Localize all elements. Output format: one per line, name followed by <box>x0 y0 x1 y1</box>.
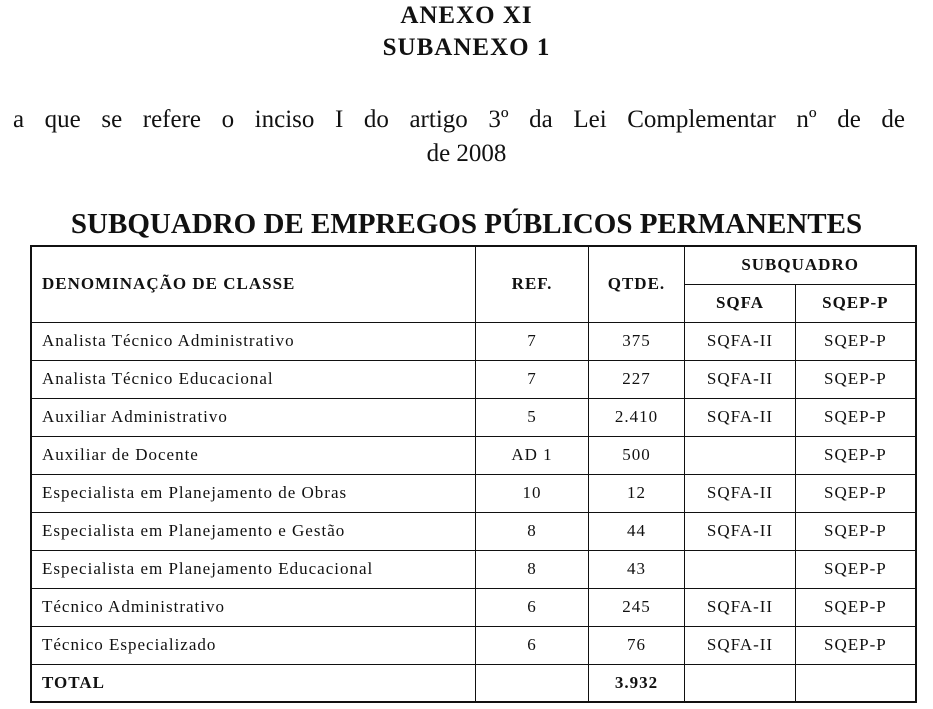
cell-qty: 43 <box>588 550 685 588</box>
total-ref-empty <box>476 664 588 702</box>
cell-class-name: Auxiliar Administrativo <box>31 398 476 436</box>
cell-class-name: Técnico Administrativo <box>31 588 476 626</box>
total-label: TOTAL <box>31 664 476 702</box>
header-subquadro: SUBQUADRO <box>685 246 916 284</box>
table-row <box>31 360 916 398</box>
header-qty: QTDE. <box>588 246 685 322</box>
table-subtitle: SUBQUADRO DE EMPREGOS PÚBLICOS PERMANENTES <box>70 208 863 240</box>
subannex-title: SUBANEXO 1 <box>382 34 551 61</box>
cell-class-name: Auxiliar de Docente <box>31 436 476 474</box>
cell-ref: 7 <box>476 322 588 360</box>
total-row <box>31 664 916 702</box>
header-sqfa: SQFA <box>685 284 795 322</box>
cell-ref: AD 1 <box>476 436 588 474</box>
table-row <box>31 512 916 550</box>
header-ref: REF. <box>476 246 588 322</box>
header-sqep: SQEP-P <box>795 284 916 322</box>
cell-qty: 76 <box>588 626 685 664</box>
cell-sqfa <box>685 436 795 474</box>
cell-sqfa: SQFA-II <box>685 588 795 626</box>
cell-ref: 6 <box>476 588 588 626</box>
total-sqep-empty <box>795 664 916 702</box>
cell-ref: 6 <box>476 626 588 664</box>
cell-qty: 245 <box>588 588 685 626</box>
cell-sqfa: SQFA-II <box>685 474 795 512</box>
cell-class-name: Especialista em Planejamento e Gestão <box>31 512 476 550</box>
cell-sqfa: SQFA-II <box>685 322 795 360</box>
cell-qty: 227 <box>588 360 685 398</box>
total-sqfa-empty <box>685 664 795 702</box>
cell-sqfa: SQFA-II <box>685 626 795 664</box>
reference-line: a que se refere o inciso I do artigo 3º da Lei Complementar nº de de <box>13 106 905 133</box>
cell-qty: 500 <box>588 436 685 474</box>
cell-qty: 375 <box>588 322 685 360</box>
annex-title: ANEXO XI <box>400 2 533 29</box>
cell-sqep: SQEP-P <box>795 626 916 664</box>
cell-sqep: SQEP-P <box>795 398 916 436</box>
cell-sqfa <box>685 550 795 588</box>
positions-table <box>30 245 917 703</box>
cell-sqep: SQEP-P <box>795 322 916 360</box>
cell-sqfa: SQFA-II <box>685 360 795 398</box>
cell-sqep: SQEP-P <box>795 512 916 550</box>
table-row <box>31 474 916 512</box>
cell-qty: 2.410 <box>588 398 685 436</box>
cell-class-name: Analista Técnico Educacional <box>31 360 476 398</box>
cell-class-name: Especialista em Planejamento de Obras <box>31 474 476 512</box>
table-row <box>31 588 916 626</box>
table-row <box>31 436 916 474</box>
cell-sqep: SQEP-P <box>795 588 916 626</box>
cell-ref: 10 <box>476 474 588 512</box>
cell-class-name: Especialista em Planejamento Educacional <box>31 550 476 588</box>
table-row <box>31 322 916 360</box>
total-qty: 3.932 <box>588 664 685 702</box>
cell-class-name: Analista Técnico Administrativo <box>31 322 476 360</box>
cell-ref: 7 <box>476 360 588 398</box>
cell-ref: 8 <box>476 550 588 588</box>
cell-sqep: SQEP-P <box>795 436 916 474</box>
cell-qty: 44 <box>588 512 685 550</box>
reference-line-continued: de 2008 <box>426 140 507 167</box>
cell-ref: 5 <box>476 398 588 436</box>
cell-sqep: SQEP-P <box>795 360 916 398</box>
table-row <box>31 626 916 664</box>
cell-qty: 12 <box>588 474 685 512</box>
header-class-name: DENOMINAÇÃO DE CLASSE <box>31 246 476 322</box>
table-row <box>31 550 916 588</box>
cell-sqfa: SQFA-II <box>685 512 795 550</box>
cell-sqep: SQEP-P <box>795 474 916 512</box>
table-row <box>31 398 916 436</box>
cell-class-name: Técnico Especializado <box>31 626 476 664</box>
cell-sqfa: SQFA-II <box>685 398 795 436</box>
cell-sqep: SQEP-P <box>795 550 916 588</box>
cell-ref: 8 <box>476 512 588 550</box>
